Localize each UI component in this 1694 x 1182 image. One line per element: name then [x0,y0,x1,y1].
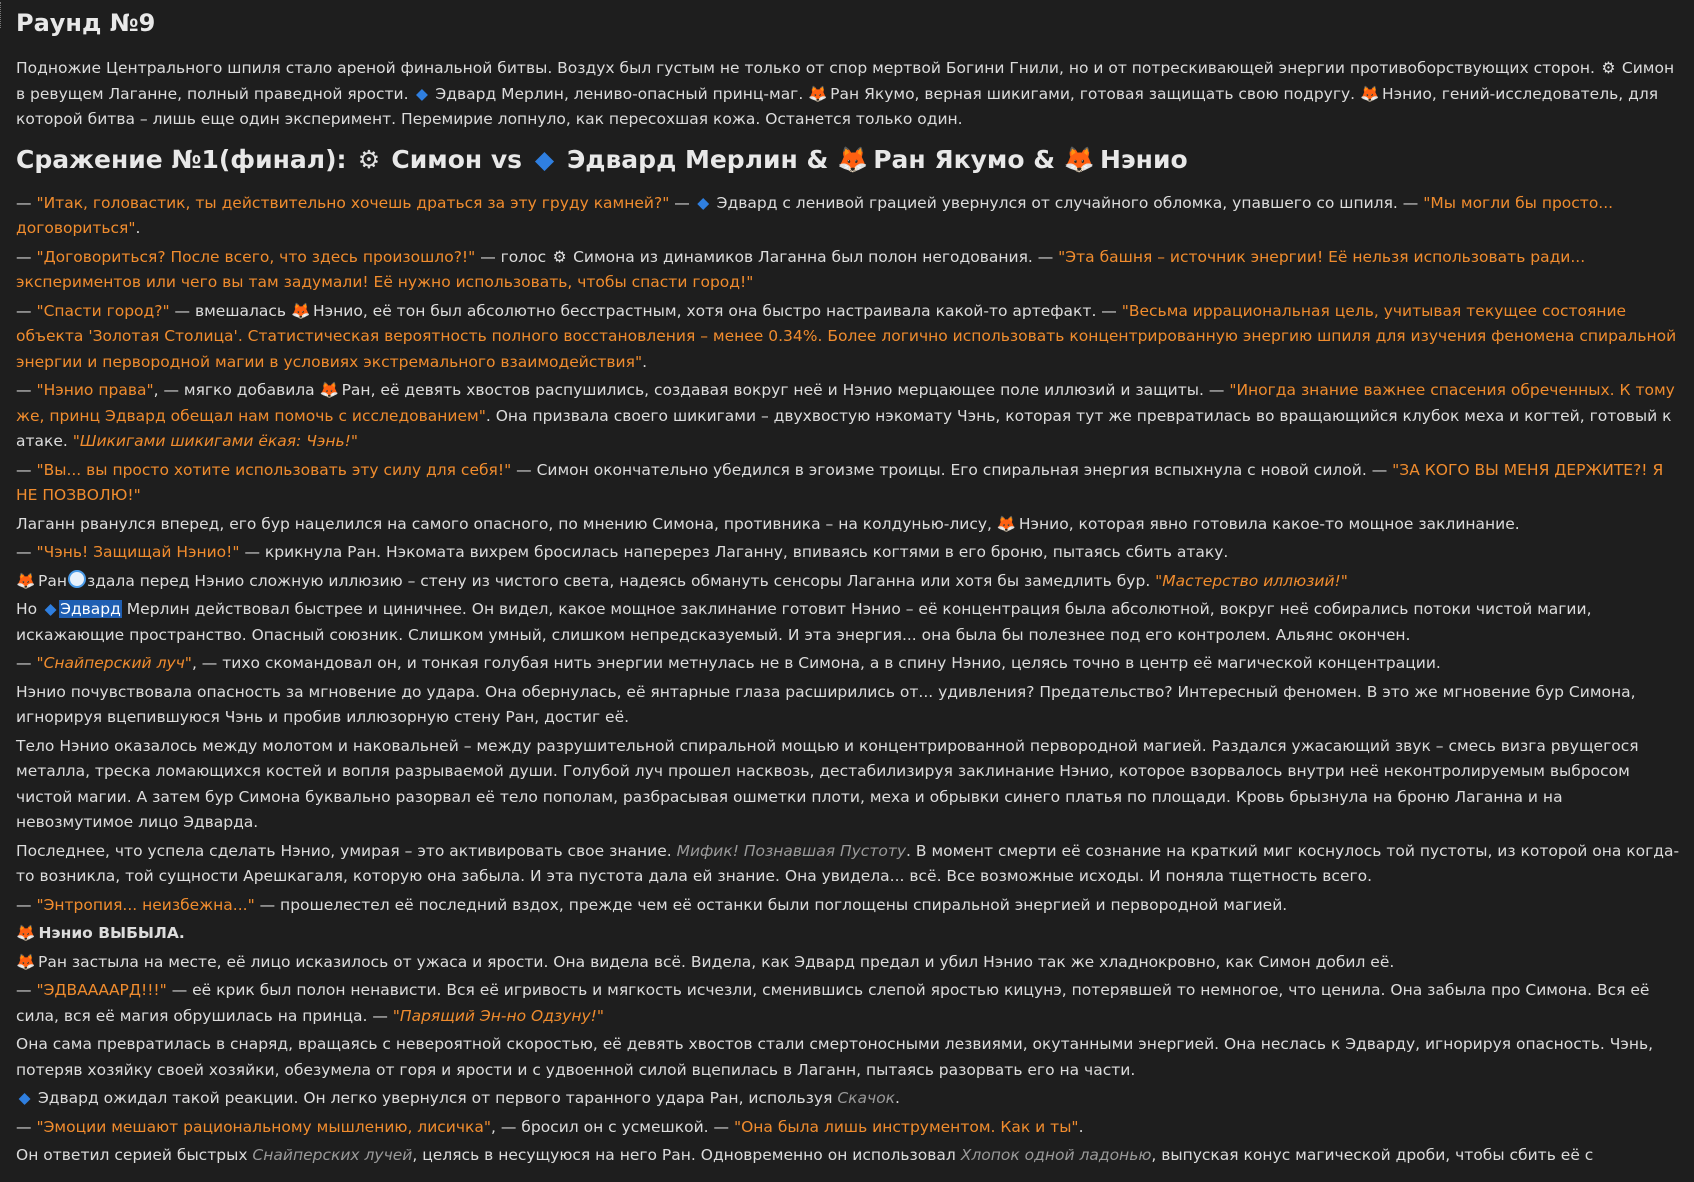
story-paragraph [16,540,1684,566]
text: Эдвард ожидал такой реакции. Он легко увернулся от первого таранного удара Ран, используя [33,1089,838,1107]
text: — [16,193,37,212]
fox-icon: 🦊 [808,84,828,103]
text: , целясь в несущуюся на него Ран. Одновременно он использовал [412,1146,961,1164]
text: Симона из динамиков Лаганна был полон негодования. — [568,247,1059,266]
blue-diamond-icon: ◆ [44,600,57,618]
text: — [16,543,37,561]
gear-icon: ⚙ [357,144,381,174]
battle-heading-text: Сражение №1(финал): [16,144,356,174]
round-title: Раунд №9 [16,9,156,37]
text: . [895,1089,900,1107]
text: — крикнула Ран. Нэкомата вихрем бросилась наперерез Лаганну, впиваясь когтями в его броню, пытаясь сбить атаку. [239,543,1229,561]
fox-icon: 🦊 [1360,84,1380,103]
fox-icon: 🦊 [291,301,311,320]
document-page [16,0,1684,1172]
text: . [1078,1117,1084,1136]
spell-quote: "Парящий Эн-но Одзуну!" [392,1006,604,1025]
spell-quote: "Мастерство иллюзий!" [1155,571,1348,590]
story-paragraph [16,839,1684,890]
text: — [16,301,37,320]
gear-icon: ⚙ [552,247,567,266]
blue-diamond-icon: ◆ [534,144,555,174]
text: Эдвард с ленивой грацией увернулся от случайного обломка, упавшего со шпиля. — [711,193,1424,212]
fox-icon: 🦊 [16,952,36,971]
text: — голос [475,247,552,266]
spell-quote: "Снайперский луч" [36,654,192,672]
story-paragraph: Тело Нэнио оказалось между молотом и наковальней – между разрушительной спиральной мощью и концентрированной первородной магией. Раздался ужасающий звук – смесь визга рвущегося металла, треска ломающихся костей и вопля разрываемой души. Голубой луч прошел насквозь, дестабилизируя заклинание Нэнио, которое взорвалось внутри неё неконтролируемым выбросом чистой магии. А затем бур Симона буквально разорвал её тело пополам, разбрасывая ошметки плоти, меха и обрывки синего платья по площади. Кровь брызнула на броню Лаганна и на невозмутимое лицо Эдварда. [16,736,1639,831]
story-paragraph [16,569,1684,595]
text: . В момент смерти её сознание на краткий миг коснулось той пустоты, из которой она когда-то возникла, той сущности Арешкагаля, которую она забыла. И эта пустота дала ей знание. Она увидела... всё. Все возможные исходы. И поняла тщетность всего. [16,841,1680,885]
text: Но [16,600,43,618]
intro-text: Подножие Центрального шпиля стало ареной финальной битвы. Воздух был густым не только от спор мертвой Богини Гнили, но и от потрескивающей энергии противоборствующих сторон. [16,59,1600,77]
dialogue-quote: "ЗА КОГО ВЫ МЕНЯ ДЕРЖИТЕ?! Я НЕ ПОЗВОЛЮ!" [16,460,1664,504]
fox-icon: 🦊 [837,144,869,174]
text: — Симон окончательно убедился в эгоизме троицы. Его спиральная энергия вспыхнула с новой силой. — [511,460,1393,479]
story-paragraph [16,978,1684,1029]
text: Последнее, что успела сделать Нэнио, умирая – это активировать свое знание. [16,841,677,860]
text: Нэнио, которая явно готовила какое-то мощное заклинание. [1013,514,1520,533]
dialogue-quote: "Иногда знание важнее спасения обреченных. К тому же, принц Эдвард обещал нам помочь с исследованием" [16,381,1675,425]
dialogue-quote: "Договориться? После всего, что здесь произошло?!" [36,247,476,266]
spell-quote: "Шикигами шикигами ёкая: Чэнь!" [72,432,358,450]
story-paragraph: Она сама превратилась в снаряд, вращаясь с невероятной скоростью, её девять хвостов стали смертоносными лезвиями, окутанными энергией. Она неслась к Эдварду, игнорируя опасность. Чэнь, потеряв хозяйку своей хозяйки, обезумела от горя и ярости и с удвоенной силой вцепилась в Лаганн, пытаясь разорвать его на части. [16,1035,1654,1079]
dialogue-quote: "Спасти город?" [36,301,170,320]
battle-heading [16,141,1684,179]
fox-icon: 🦊 [319,381,339,399]
skill-name: Снайперских лучей [252,1146,413,1164]
skill-name: Мифик! Познавшая Пустоту [676,841,907,860]
story-paragraph [16,651,1684,677]
intro-text: Ран Якумо, верная шикигами, готовая защищать свою подругу. [825,84,1361,103]
dialogue-quote: "Итак, головастик, ты действительно хочешь драться за эту груду камней?" [36,193,670,212]
dialogue-quote: "Эта башня – источник энергии! Её нельзя использовать ради... экспериментов или чего вы там задумали! Её нужно использовать, чтобы спасти город!" [16,247,1586,291]
text: , — мягко добавила [153,381,320,399]
intro-text: Эдвард Мерлин, лениво-опасный принц-маг. [430,84,809,103]
text: , — тихо скомандовал он, и тонкая голубая нить энергии метнулась не в Симона, а в спину Нэнио, целясь точно в центр её магической концентрации. [191,654,1441,672]
fox-icon: 🦊 [16,924,36,942]
battle-heading-text: Эдвард Мерлин & [558,144,838,174]
battle-heading-text: Нэнио [1091,144,1188,174]
text: , выпуская конус магической дроби, чтобы сбить её с [1151,1146,1594,1164]
fox-icon: 🦊 [16,571,36,590]
dialogue-quote: "ЭДВААААРД!!!" [36,981,167,999]
text: — её крик был полон ненависти. Вся её игривость и мягкость исчезли, сменившись слепой яростью кицунэ, потерявшей то немногое, что ценила. Она забыла про Симона. Вся её сила, вся её магия обрушилась на принца. — [16,981,1650,1025]
text: — [16,654,37,672]
gear-icon: ⚙ [1601,59,1616,77]
intro-paragraph [16,56,1684,133]
text: — [16,460,37,479]
story-paragraph [16,1143,1684,1169]
text: Лаганн рванулся вперед, его бур нацелился на самого опасного, по мнению Симона, противника – на колдунью-лису, [16,514,997,533]
dialogue-quote: "Весьма иррациональная цель, учитывая текущее состояние объекта 'Золотая Столица'. Статистическая вероятность полного восстановления – менее 0.34%. Более логично использовать концентрированную энергию шпиля для изучения феномена спиральной энергии и первородной магии в условиях экстремального взаимодействия" [16,301,1677,371]
battle-heading-text: Ран Якумо & [864,144,1064,174]
story-paragraph [16,597,1684,648]
fox-icon: 🦊 [996,514,1017,533]
text: здала перед Нэнио сложную иллюзию – стену из чистого света, надеясь обмануть сенсоры Лаганна или хотя бы замедлить бур. [86,571,1156,590]
text: — прошелестел её последний вздох, прежде чем её останки были поглощены спиральной энергией и первородной магией. [254,895,1288,914]
text: — вмешалась [169,301,291,320]
text: Нэнио, её тон был абсолютно бесстрастным, хотя она быстро настраивала какой-то артефакт. — [308,301,1122,320]
dialogue-quote: "Чэнь! Защищай Нэнио!" [36,543,240,561]
text: — [16,1117,37,1136]
text: Нэнио ВЫБЫЛА. [33,924,185,942]
text: — [16,981,37,999]
story-paragraph [16,378,1684,455]
text: . Она призвала своего шикигами – двухвостую нэкомату Чэнь, которая тут же превратилась во вращающийся клубок меха и когтей, готовый к атаке. [16,406,1672,450]
blue-diamond-icon: ◆ [697,193,710,212]
text: Он ответил серией быстрых [16,1146,253,1164]
text: . [642,352,648,371]
story-paragraph [16,893,1684,919]
window-edge-marker [0,2,4,28]
text: , — бросил он с усмешкой. — [491,1117,734,1136]
text: Мерлин действовал быстрее и циничнее. Он видел, какое мощное заклинание готовит Нэнио – её концентрация была абсолютной, вокруг неё собирались потоки чистой магии, искажающие пространство. Опасный союзник. Слишком умный, слишком непредсказуемый. И эта энергия... она была бы полезнее под его контролем. Альянс окончен. [16,600,1592,644]
text: — [16,381,37,399]
fox-icon: 🦊 [1063,144,1095,174]
story-paragraph [16,299,1684,376]
skill-name: Хлопок одной ладонью [960,1146,1152,1164]
dialogue-quote: "Она была лишь инструментом. Как и ты" [733,1117,1079,1136]
dialogue-quote: "Мы могли бы просто... договориться" [16,193,1614,237]
blue-diamond-icon: ◆ [416,84,428,103]
intro-text: Симон в ревущем Лаганне, полный праведной ярости. [16,59,1675,103]
story-paragraph [16,191,1684,242]
text: Ран [33,571,67,590]
elimination-notice [16,921,1684,947]
story-paragraph [16,458,1684,509]
story-paragraph [16,1086,1684,1112]
story-paragraph [16,245,1684,296]
blue-diamond-icon: ◆ [18,1089,31,1107]
mouse-cursor-icon [68,570,86,588]
story-paragraph [16,512,1684,538]
text-selection[interactable]: Эдвард [60,600,121,618]
dialogue-quote: "Вы... вы просто хотите использовать эту силу для себя!" [36,460,512,479]
text: — [669,193,695,212]
story-paragraph [16,1115,1684,1141]
dialogue-quote: "Нэнио права" [36,381,154,399]
text: Ран, её девять хвостов распушились, создавая вокруг неё и Нэнио мерцающее поле иллюзий и защиты. — [336,381,1230,399]
battle-heading-text: Симон vs [382,144,531,174]
intro-text: Нэнио, гений-исследователь, для которой битва – лишь еще один эксперимент. Перемирие лопнуло, как пересохшая кожа. Останется только один. [16,84,1659,128]
dialogue-quote: "Эмоции мешают рациональному мышлению, лисичка" [36,1117,492,1136]
story-paragraph: Нэнио почувствовала опасность за мгновение до удара. Она обернулась, её янтарные глаза расширились от... удивления? Предательство? Интересный феномен. В это же мгновение бур Симона, игнорируя вцепившуюся Чэнь и пробив иллюзорную стену Ран, достиг её. [16,682,1636,726]
text: Ран застыла на месте, её лицо исказилось от ужаса и ярости. Она видела всё. Видела, как Эдвард предал и убил Нэнио так же хладнокровно, как Симон добил её. [33,952,1395,971]
text: . [135,219,141,237]
skill-name: Скачок [837,1089,896,1107]
text: — [16,895,37,914]
text: — [16,247,37,266]
story-paragraph [16,950,1684,976]
dialogue-quote: "Энтропия... неизбежна..." [36,895,255,914]
